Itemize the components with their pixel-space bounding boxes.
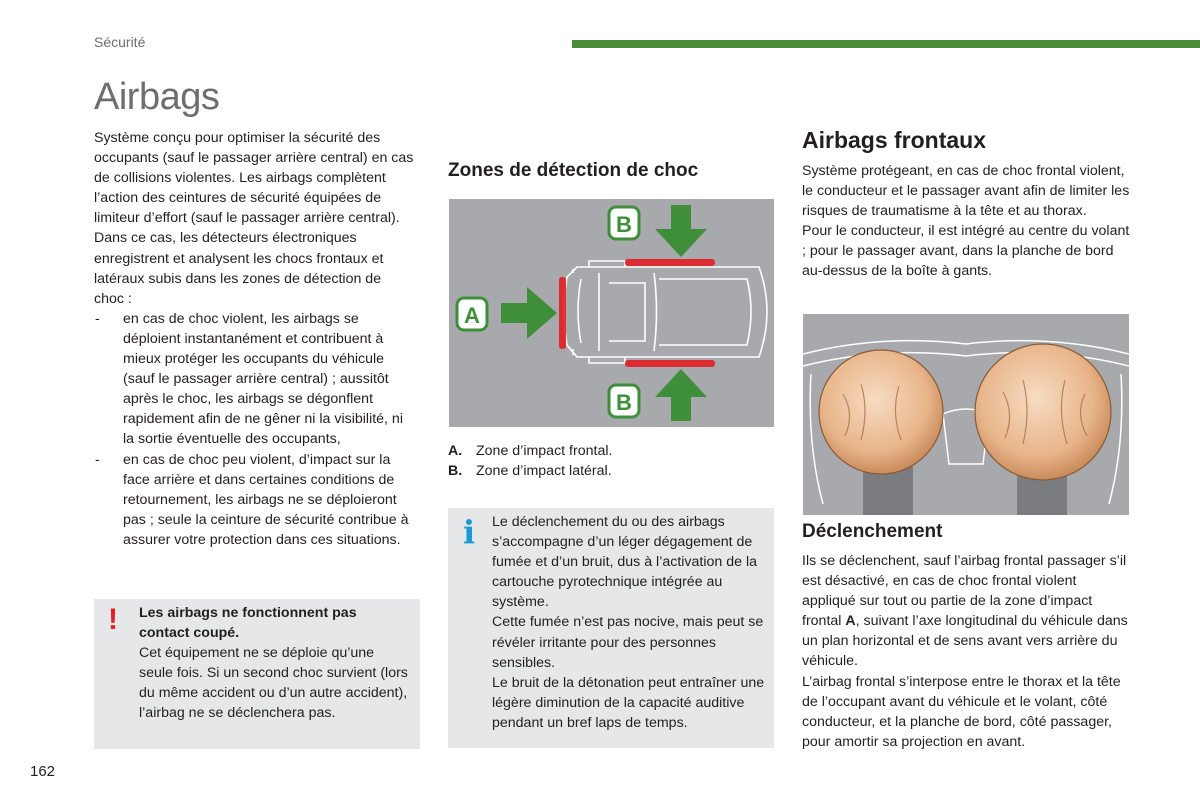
zones-heading: Zones de détection de choc xyxy=(448,160,699,181)
passenger-airbag xyxy=(975,344,1111,480)
header-rule xyxy=(572,40,1200,48)
bullet-dash: - xyxy=(95,310,100,327)
info-box xyxy=(448,508,774,748)
warning-text: Cet équipement ne se déploie qu’une seule fois. Si un second choc survient (lors du même accident ou d’un autre accident), l’airbag ne se déclenchera pas. xyxy=(139,645,408,722)
warning-icon: ! xyxy=(108,603,118,636)
page-number: 162 xyxy=(30,763,56,780)
info-paragraph-2: Cette fumée n’est pas nocive, mais peut se révéler irritante pour des personnes sensibles. xyxy=(492,614,764,671)
driver-airbag xyxy=(819,350,943,474)
warning-box xyxy=(94,599,420,749)
frontal-text xyxy=(802,161,1132,282)
side-impact-zone-top xyxy=(625,259,715,266)
intro-column xyxy=(94,128,414,550)
section-label: Sécurité xyxy=(94,34,146,50)
intro-bullet-list xyxy=(94,309,414,550)
label-b-bottom: B xyxy=(616,390,632,415)
label-a: A xyxy=(464,303,480,328)
list-item: - en cas de choc peu violent, d’impact sur la face arrière et dans certaines conditions de retournement, les airbags ne se déploieront pas ; seule la ceinture de sécurité contribue à assurer votre protection dans ces situations. xyxy=(95,451,409,548)
declenchement-text xyxy=(802,551,1132,752)
info-paragraph-3: Le bruit de la détonation peut entraîner une légère diminution de la capacité auditive pendant un bref laps de temps. xyxy=(492,674,765,731)
list-item: - en cas de choc violent, les airbags se déploient instantanément et contribuent à mieux protéger les occupants du véhicule (sauf le passager arrière central) ; aussitôt après le choc, les airbags se dégonflent rapidement afin de ne gêner ni la visibilité, ni la sortie éventuelle des occupants, xyxy=(95,310,403,448)
label-b-top-badge xyxy=(609,207,639,239)
frontal-paragraph-1: Système protégeant, en cas de choc frontal violent, le conducteur et le passager avant afin de limiter les risques de traumatisme à la tête et au thorax. xyxy=(802,163,1130,220)
intro-paragraph-1: Système conçu pour optimiser la sécurité des occupants (sauf le passager arrière central) en cas de collisions violentes. Les airbags complètent l’action des ceintures de sécurité équipées de limiteur d’effort (sauf le passager arrière central). xyxy=(94,130,414,227)
bullet-dash: - xyxy=(95,451,100,468)
warning-title: Les airbags ne fonctionnent pas contact coupé. xyxy=(139,605,357,642)
legend-item: A. Zone d’impact frontal. xyxy=(448,443,613,459)
label-b-bottom-badge xyxy=(609,385,639,417)
intro-paragraph-2: Dans ce cas, les détecteurs électroniques enregistrent et analysent les chocs frontaux et latéraux subis dans les zones de détection de choc : xyxy=(94,230,384,307)
declenchement-paragraph-1: Ils se déclenchent, sauf l’airbag frontal passager s’il est désactivé, en cas de choc frontal violent appliqué sur tout ou partie de la zone d’impact frontal A, suivant l’axe longitudinal du véhicule dans un plan horizontal et de sens avant vers arrière du véhicule. xyxy=(802,553,1128,670)
front-impact-zone xyxy=(559,277,566,349)
declenchement-paragraph-2: L’airbag frontal s’interpose entre le thorax et la tête de l’occupant avant du véhicule et le volant, côté conducteur, et la planche de bord, côté passager, pour amortir sa projection en avant. xyxy=(802,673,1121,750)
car-topview-illustration xyxy=(449,199,774,427)
zones-legend xyxy=(448,441,768,481)
label-a-badge xyxy=(457,298,487,330)
info-paragraph-1: Le déclenchement du ou des airbags s’accompagne d’un léger dégagement de fumée et d’un bruit, dus à l’activation de la cartouche pyrotechnique intégrée au système. xyxy=(492,514,757,611)
frontal-paragraph-2: Pour le conducteur, il est intégré au centre du volant ; pour le passager avant, dans la planche de bord au-dessus de la boîte à gants. xyxy=(802,223,1130,280)
info-icon: i xyxy=(463,513,476,551)
airbags-deployed-illustration xyxy=(803,314,1129,515)
frontal-airbags-figure xyxy=(803,314,1129,515)
page-title: Airbags xyxy=(94,76,220,118)
impact-zones-figure xyxy=(449,199,774,427)
side-impact-zone-bottom xyxy=(625,360,715,367)
legend-item: B. Zone d’impact latéral. xyxy=(448,463,612,480)
declenchement-heading: Déclenchement xyxy=(802,521,943,542)
label-b-top: B xyxy=(616,212,632,237)
frontal-heading: Airbags frontaux xyxy=(802,127,987,153)
